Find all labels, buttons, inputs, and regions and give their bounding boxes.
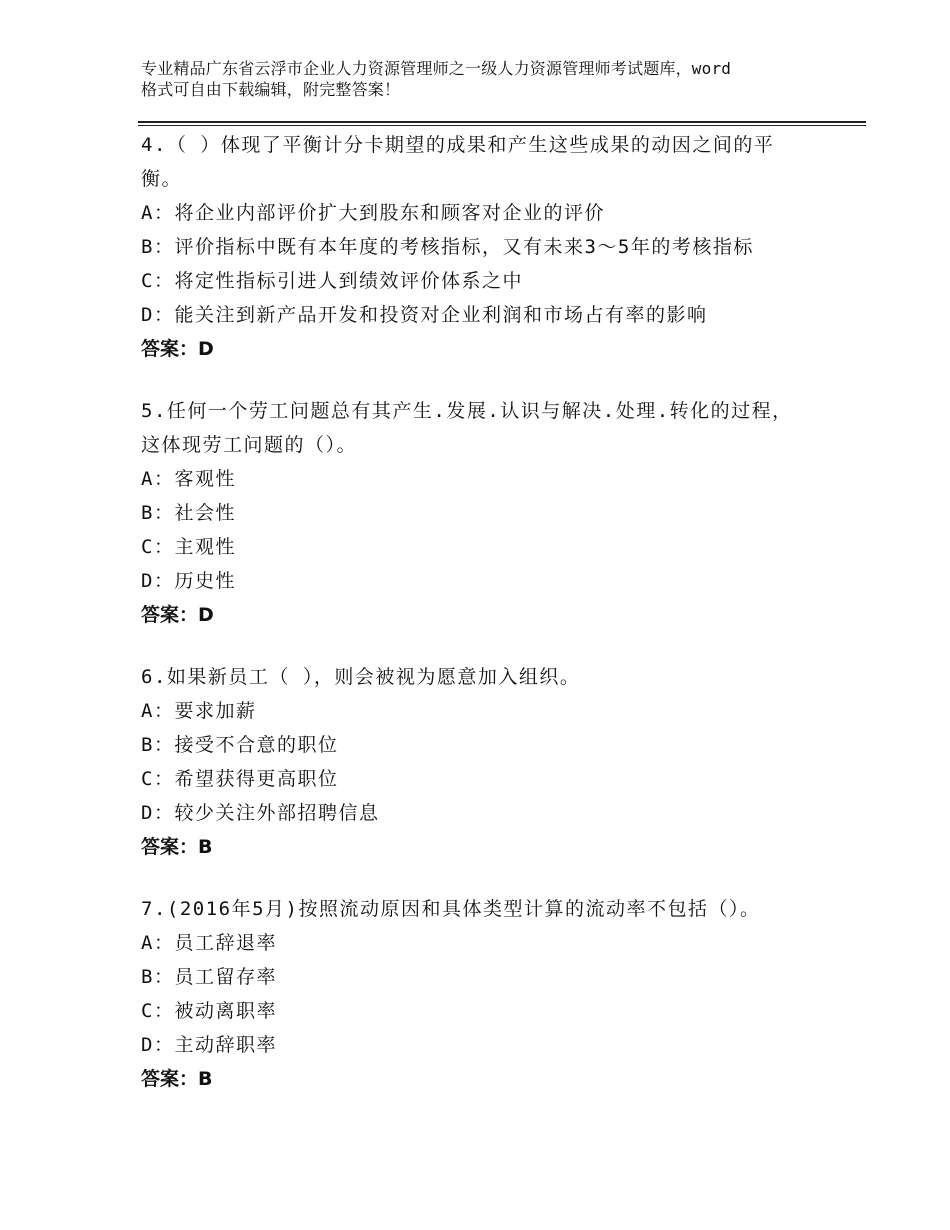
header-line-2: 格式可自由下载编辑，附完整答案！ (141, 80, 401, 99)
question-stem (141, 394, 841, 462)
question-6 (141, 660, 841, 864)
header-line-1: 专业精品广东省云浮市企业人力资源管理师之一级人力资源管理师考试题库，word (141, 59, 732, 78)
option-c: C：将定性指标引进人到绩效评价体系之中 (141, 270, 523, 292)
option-a: A：员工辞退率 (141, 932, 277, 954)
question-stem-line-1: 6.如果新员工（ ），则会被视为愿意加入组织。 (141, 666, 581, 688)
option-d: D：主动辞职率 (141, 1034, 277, 1056)
question-5 (141, 394, 841, 632)
header-rule-thick (138, 121, 866, 123)
option-c: C：主观性 (141, 536, 236, 558)
option-c: C：被动离职率 (141, 1000, 277, 1022)
question-stem (141, 660, 841, 694)
header-rule-thin (138, 125, 866, 126)
answer: 答案：D (141, 604, 214, 626)
question-stem-line-1: 4.（ ）体现了平衡计分卡期望的成果和产生这些成果的动因之间的平 (141, 134, 775, 156)
option-a: A：要求加薪 (141, 700, 257, 722)
question-list (141, 128, 841, 1124)
option-c: C：希望获得更高职位 (141, 768, 339, 790)
question-stem-line-1: 7.(2016年5月)按照流动原因和具体类型计算的流动率不包括（）。 (141, 898, 761, 920)
option-a: A：将企业内部评价扩大到股东和顾客对企业的评价 (141, 202, 605, 224)
answer: 答案：D (141, 338, 214, 360)
option-a: A：客观性 (141, 468, 236, 490)
document-header (141, 58, 841, 100)
question-stem (141, 892, 841, 926)
question-4 (141, 128, 841, 366)
question-stem-line-1: 5.任何一个劳工问题总有其产生.发展.认识与解决.处理.转化的过程， (141, 400, 793, 422)
option-b: B：评价指标中既有本年度的考核指标，又有未来3～5年的考核指标 (141, 236, 754, 258)
option-d: D：历史性 (141, 570, 236, 592)
option-d: D：能关注到新产品开发和投资对企业利润和市场占有率的影响 (141, 304, 708, 326)
question-stem (141, 128, 841, 196)
question-7 (141, 892, 841, 1096)
option-b: B：接受不合意的职位 (141, 734, 339, 756)
question-stem-line-2: 衡。 (141, 168, 183, 190)
answer: 答案：B (141, 1068, 213, 1090)
question-stem-line-2: 这体现劳工问题的（）。 (141, 434, 358, 456)
option-d: D：较少关注外部招聘信息 (141, 802, 380, 824)
answer: 答案：B (141, 836, 213, 858)
option-b: B：社会性 (141, 502, 236, 524)
option-b: B：员工留存率 (141, 966, 277, 988)
